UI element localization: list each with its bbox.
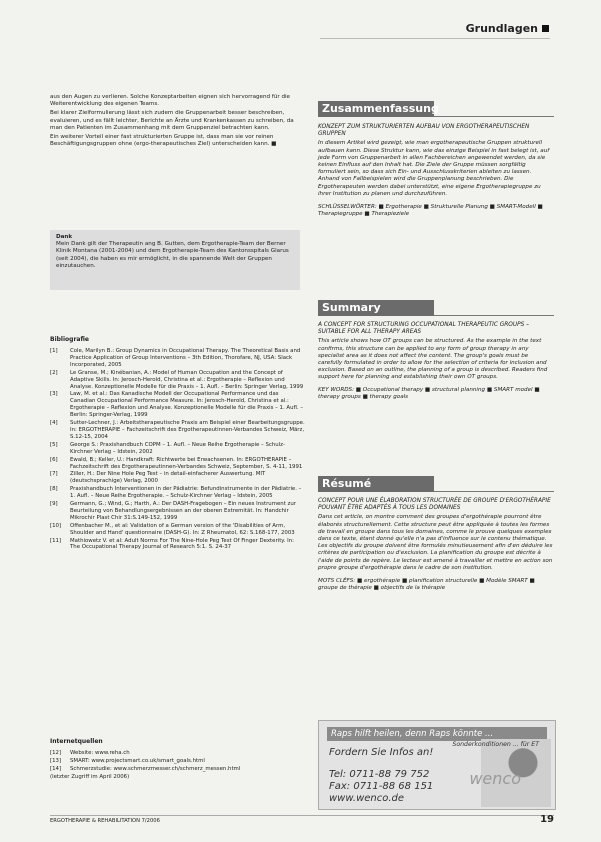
- web-source-item: [14] Schmerzstudie: www.schmerzmesser.ch/schmerz_messen.html: [50, 765, 241, 772]
- thanks-body: Mein Dank gilt der Therapeutin ang B. Gutten, dem Ergotherapie-Team der Berner Klinik Montana (2001-2004) und dem Ergotherapie-Team des Kantonsspitals Glarus (seit 2004), die haben es mir ermöglicht, in die spannende Welt der Gruppen einzutauchen.: [56, 241, 289, 269]
- web-source-item: [13] SMART: www.projectsmart.co.uk/smart_goals.html: [50, 757, 205, 764]
- page-number: 19: [540, 814, 554, 825]
- header-rule: [320, 38, 550, 39]
- thanks-title: Dank: [56, 234, 73, 240]
- bibliography-item: [7] Ziller, H.: Der Nine Hole Peg Test – in detail-einfacherer Auswertung. MIT (deutschsprachige) Verlag, 2000: [50, 471, 266, 485]
- accessed-note: (letzter Zugriff im April 2006): [50, 773, 130, 780]
- bibliography-list: [50, 348, 305, 552]
- bibliography-item: [2] Le Granse, M.; Kinébanian, A.: Model of Human Occupation and the Concept of Adaptive Skills. In: Jerosch-Herold, Christina et al.: Ergotherapie – Reflexion und Analyse. Konzeptionelle Modelle für die Praxis – 1. Aufl. – Berlin: Springer Verlag, 1999: [50, 369, 304, 390]
- bibliography-item: [9] Germann, G.; Wind, G.; Harth, A.: Der DASH-Fragebogen – Ein neues Instrument zur Beurteilung von Behandlungsergebnissen an der oberen Extremität. In: Handchir Mikrochir Plast Chir 31:S.149-152, 1999: [50, 501, 296, 521]
- advertisement[interactable]: [318, 720, 556, 810]
- intro-paragraph: Bei klarer Zielformulierung lässt sich zudem die Gruppenarbeit besser beschreiben, evaluieren, und es fällt leichter, Berichte an Ärzte und Krankenkassen zu schreiben, da man den Patienten im Zusammenhang mit dem Gruppenziel betrachten kann.: [50, 110, 294, 131]
- bibliography-item: [5] George S.: Praxishandbuch COPM – 1. Aufl. – Neue Reihe Ergotherapie – Schulz-Kirchner Verlag – Idstein, 2002: [50, 441, 285, 455]
- abstract-title: CONCEPT POUR UNE ÉLABORATION STRUCTURÉE DE GROUPE D'ERGOTHÉRAPIE POUVANT ÊTRE ADAPTÉS À TOUS LES DOMAINES: [318, 498, 551, 512]
- ad-telephone: Tel: 0711-88 79 752: [329, 769, 430, 780]
- summary-block: [318, 322, 554, 407]
- web-sources-list: [50, 750, 305, 781]
- square-icon: [542, 25, 549, 32]
- thanks-box: [50, 230, 300, 290]
- web-sources-title: Internetquellen: [50, 738, 103, 745]
- zusammenfassung-band: Zusammenfassung: [318, 101, 434, 117]
- abstract-title: A CONCEPT FOR STRUCTURING OCCUPATIONAL THERAPEUTIC GROUPS – SUITABLE FOR ALL THERAPY AREAS: [318, 322, 530, 336]
- bibliography-item: [10] Offenbacher M., et al: Validation of a German version of the 'Disabilities of Arm, Shoulder and Hand' questionnaire (DASH-G). In: Z Rheumatol, 62: S.168-177, 2003: [50, 522, 295, 536]
- bibliography-title: Bibliografie: [50, 336, 89, 343]
- keywords: KEY WORDS: ■ Occupational therapy ■ structural planning ■ SMART model ■ therapy groups ■ therapy goals: [318, 387, 540, 401]
- resume-block: [318, 498, 554, 598]
- bibliography-item: [3] Law, M. et al.: Das Kanadische Modell der Occupational Performance und das Canadian Occupational Performance Measure. In: Jerosch-Herold, Christina et al.: Ergotherapie – Reflexion und Analyse. Konzeptionelle Modelle für die Praxis – 1. Aufl. – Berlin: Springer-Verlag, 1999: [50, 391, 304, 419]
- abstract-body: In diesem Artikel wird gezeigt, wie man ergotherapeutische Gruppen strukturell aufbauen kann. Diese Struktur kann, wie das einzige Beispiel in fast belegt ist, auf jede Form von Gruppenarbeit in allen Fachbereichen angewendet werden, da sie keinen Einfluss auf den Inhalt hat. Die Ziele der Gruppe müssen sorgfältig formuliert sein, so dass sich Ein- und Ausschlusskriterien ableiten zu lassen. Anhand von Fallbeispielen wird die Gruppenplanung beschrieben. Die Ergotherapeuten werden dabei unterstützt, eine eigene Ergotherapiegruppe zu ihrer Institution zu planen und durchzuführen.: [318, 140, 550, 197]
- footer-rule: [50, 815, 554, 816]
- ad-website-link[interactable]: www.wenco.de: [329, 793, 405, 804]
- bibliography-item: [6] Ewald, B.; Keller, U.: Handkraft: Richtwerte bei Erwachsenen. In: ERGOTHERAPIE – Fachzeitschrift des Ergotherapeutinnen-Verbandes Schweiz, September, S. 4-11, 1991: [50, 456, 303, 470]
- bibliography-item: [4] Sutter-Lechner, J.: Arbeitstherapeutische Praxis am Beispiel einer Bearbeitungsgruppe. In: ERGOTHERAPIE – Fachzeitschrift des Ergotherapeutinnen-Verbandes Schweiz, März, S.12-15, 2004: [50, 420, 305, 440]
- ad-fax: Fax: 0711-88 68 151: [329, 781, 434, 792]
- bibliography-item: [8] Praxishandbuch Interventionen in der Pädiatrie: Befundinstrumente in der Pädiatrie. – 1. Aufl. – Neue Reihe Ergotherapie. – Schulz-Kirchner Verlag – Idstein, 2005: [50, 486, 302, 500]
- abstract-title: KONZEPT ZUM STRUKTURIERTEN AUFBAU VON ERGOTHERAPEUTISCHEN GRUPPEN: [318, 124, 530, 138]
- bibliography-item: [11] Mathiowetz V. et al: Adult Norms For The Nine-Hole Peg Test Of Finger Dexterity. In: The Occupational Therapy Journal of Research 5:1. S. 24-37: [50, 537, 294, 551]
- footer-journal: ERGOTHERAPIE & REHABILITATION 7/2006: [50, 818, 160, 824]
- ad-brand-logo: wenco: [469, 769, 521, 788]
- summary-band: Summary: [318, 300, 434, 316]
- ad-headline: Raps hilft heilen, denn Raps könnte ...: [327, 727, 547, 741]
- ad-cta: Fordern Sie Infos an!: [329, 747, 434, 758]
- zusammenfassung-block: [318, 124, 554, 224]
- band-rule: [434, 491, 554, 492]
- abstract-body: This article shows how OT groups can be structured. As the example in the text confirms, this structure can be applied to any form of group therapy in any specialist area as it does not affect the content. The group's goals must be carefully formulated in order to allow for the selection of criteria for inclusion and exclusion. Based on an outline, the planning of a group is described. Readers find support here for planning and establishing their own OT groups.: [318, 338, 548, 381]
- web-source-item: [12] Website: www.reha.ch: [50, 750, 130, 756]
- band-rule: [434, 315, 554, 316]
- intro-paragraph: aus den Augen zu verlieren. Solche Konzeptarbeiten eignen sich hervorragend für die Weiterentwicklung des eigenen Teams.: [50, 94, 291, 108]
- keywords: SCHLÜSSELWÖRTER: ■ Ergotherapie ■ Strukturelle Planung ■ SMART-Modell ■ Therapiegruppe ■ Therapieziele: [318, 203, 543, 217]
- intro-paragraph: Ein weiterer Vorteil einer fast strukturierten Gruppe ist, dass man sie vor reinen Beschäftigungsgruppen ohne (ergo-therapeutisches Ziel) unterscheiden kann. ■: [50, 134, 277, 148]
- resume-band: Résumé: [318, 476, 434, 492]
- ad-badge: Sonderkonditionen ... für ET: [452, 741, 539, 748]
- band-rule: [434, 116, 554, 117]
- intro-text: [50, 94, 300, 150]
- keywords: MOTS CLÉFS: ■ ergothérapie ■ planification structurelle ■ Modèle SMART ■ groupe de thérapie ■ objectifs de la thérapie: [318, 577, 535, 591]
- section-title: Grundlagen: [466, 22, 549, 35]
- abstract-body: Dans cet article, on montre comment des groupes d'ergothérapie pourront être élaborés structurellement. Cette structure peut être appliquée à toutes les formes de travail en groupe dans tous les domaines, comme le prouve quelques exemples dans ce texte, étant donné qu'elle n'a pas d'influence sur le contenu thématique. Les objectifs du groupe doivent être formulés minutieusement afin d'en déduire les critères de participation ou d'exclusion. La planification du groupe est décrite à l'aide de points de repère. Le lecteur est amené à travailler et mettre en action son propre groupe d'ergothérapie dans le cadre de son institution.: [318, 514, 553, 571]
- bibliography-item: [1] Cole, Marilyn B.: Group Dynamics in Occupational Therapy. The Theoretical Basis and Practice Application of Group Interventions – 3th Edition, Thorofare, NJ, USA: Slack Incorporated, 2005: [50, 348, 301, 368]
